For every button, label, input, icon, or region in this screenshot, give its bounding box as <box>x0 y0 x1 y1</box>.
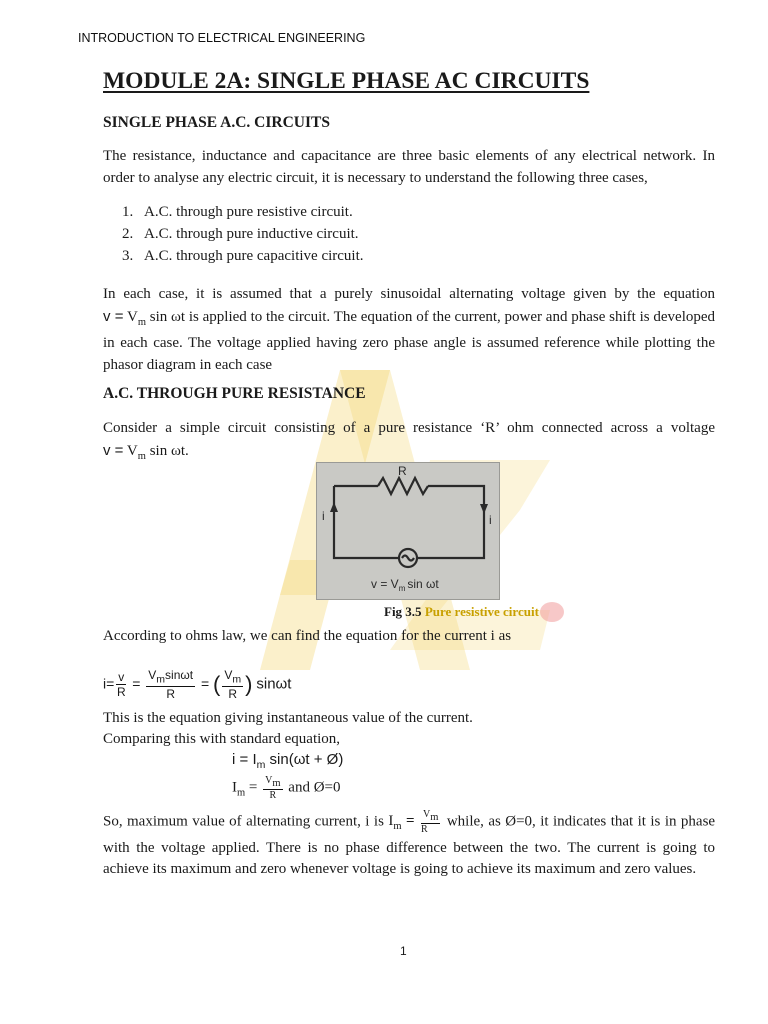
assumption-text-pre: In each case, it is assumed that a purely sinusoidal alternating voltage given by the equation <box>103 286 715 302</box>
list-item <box>122 226 359 243</box>
list-number: 3. <box>122 248 134 264</box>
figure-caption: Fig 3.5 Pure resistive circuit <box>384 604 539 619</box>
voltage-equation: $v = V_m$ sin ωt. <box>103 441 189 462</box>
list-item <box>122 248 364 265</box>
list-text: A.C. through pure resistive circuit. <box>144 204 353 220</box>
section-heading-pure-resistance: A.C. THROUGH PURE RESISTANCE <box>103 385 366 402</box>
im-equation: $I_m$ = $\frac{V_m}{R}$ and Ø=0 <box>232 775 341 801</box>
label-r: R <box>398 464 407 478</box>
list-text: A.C. through pure capacitive circuit. <box>144 248 364 264</box>
page-number: 1 <box>400 944 407 958</box>
instantaneous-text: This is the equation giving instantaneous value of the current. <box>103 710 473 726</box>
list-number: 1. <box>122 204 134 220</box>
list-text: A.C. through pure inductive circuit. <box>144 226 359 242</box>
conclusion-paragraph: So, maximum value of alternating current, i is $I_m$ = $\frac{V_m}{R}$ while, as Ø=0, it indicates that it is in phase with the voltage applied. There is no phase difference between the two. The current is going to achieve its maximum and zero whenever voltage is going to achieve its maximum and zero values. <box>103 809 716 878</box>
consider-text: Consider a simple circuit consisting of a pure resistance ‘R’ ohm connected across a voltage <box>103 420 715 436</box>
assumption-paragraph <box>103 284 715 376</box>
label-i-left: i <box>322 509 325 523</box>
list-item <box>122 204 353 221</box>
standard-equation: $i = I_m$ sin(ωt + Ø) <box>232 751 344 771</box>
label-i-right: i <box>489 513 492 527</box>
running-header: INTRODUCTION TO ELECTRICAL ENGINEERING <box>78 31 366 45</box>
label-source: $v = V_m$ sin ωt <box>371 577 439 593</box>
voltage-equation: $v = V_m$ sin ωt <box>103 307 186 328</box>
ohms-law-paragraph: According to ohms law, we can find the equation for the current i as <box>103 628 512 644</box>
intro-paragraph: The resistance, inductance and capacitance are three basic elements of any electrical network. In order to analyse any electric circuit, it is necessary to understand the following three cases, <box>103 148 715 186</box>
page-title: MODULE 2A: SINGLE PHASE AC CIRCUITS <box>103 68 590 94</box>
list-number: 2. <box>122 226 134 242</box>
assumption-text-post: is applied to the circuit. The equation of the current, power and phase shift is developed in each case. The voltage applied having zero phase angle is assumed reference while plotting the phasor diagram in each case <box>103 308 716 373</box>
current-equation: i= $\frac{v}{R}$ = $\frac{V_m\sin\omega t}{R}$ = ( $\frac{V_m}{R}$ ) sinωt <box>103 668 292 702</box>
circuit-figure <box>316 462 500 600</box>
resistive-circuit-diagram <box>316 462 500 600</box>
consider-paragraph <box>103 418 715 467</box>
comparing-text: Comparing this with standard equation, <box>103 731 341 747</box>
section-heading-single-phase: SINGLE PHASE A.C. CIRCUITS <box>103 114 330 131</box>
